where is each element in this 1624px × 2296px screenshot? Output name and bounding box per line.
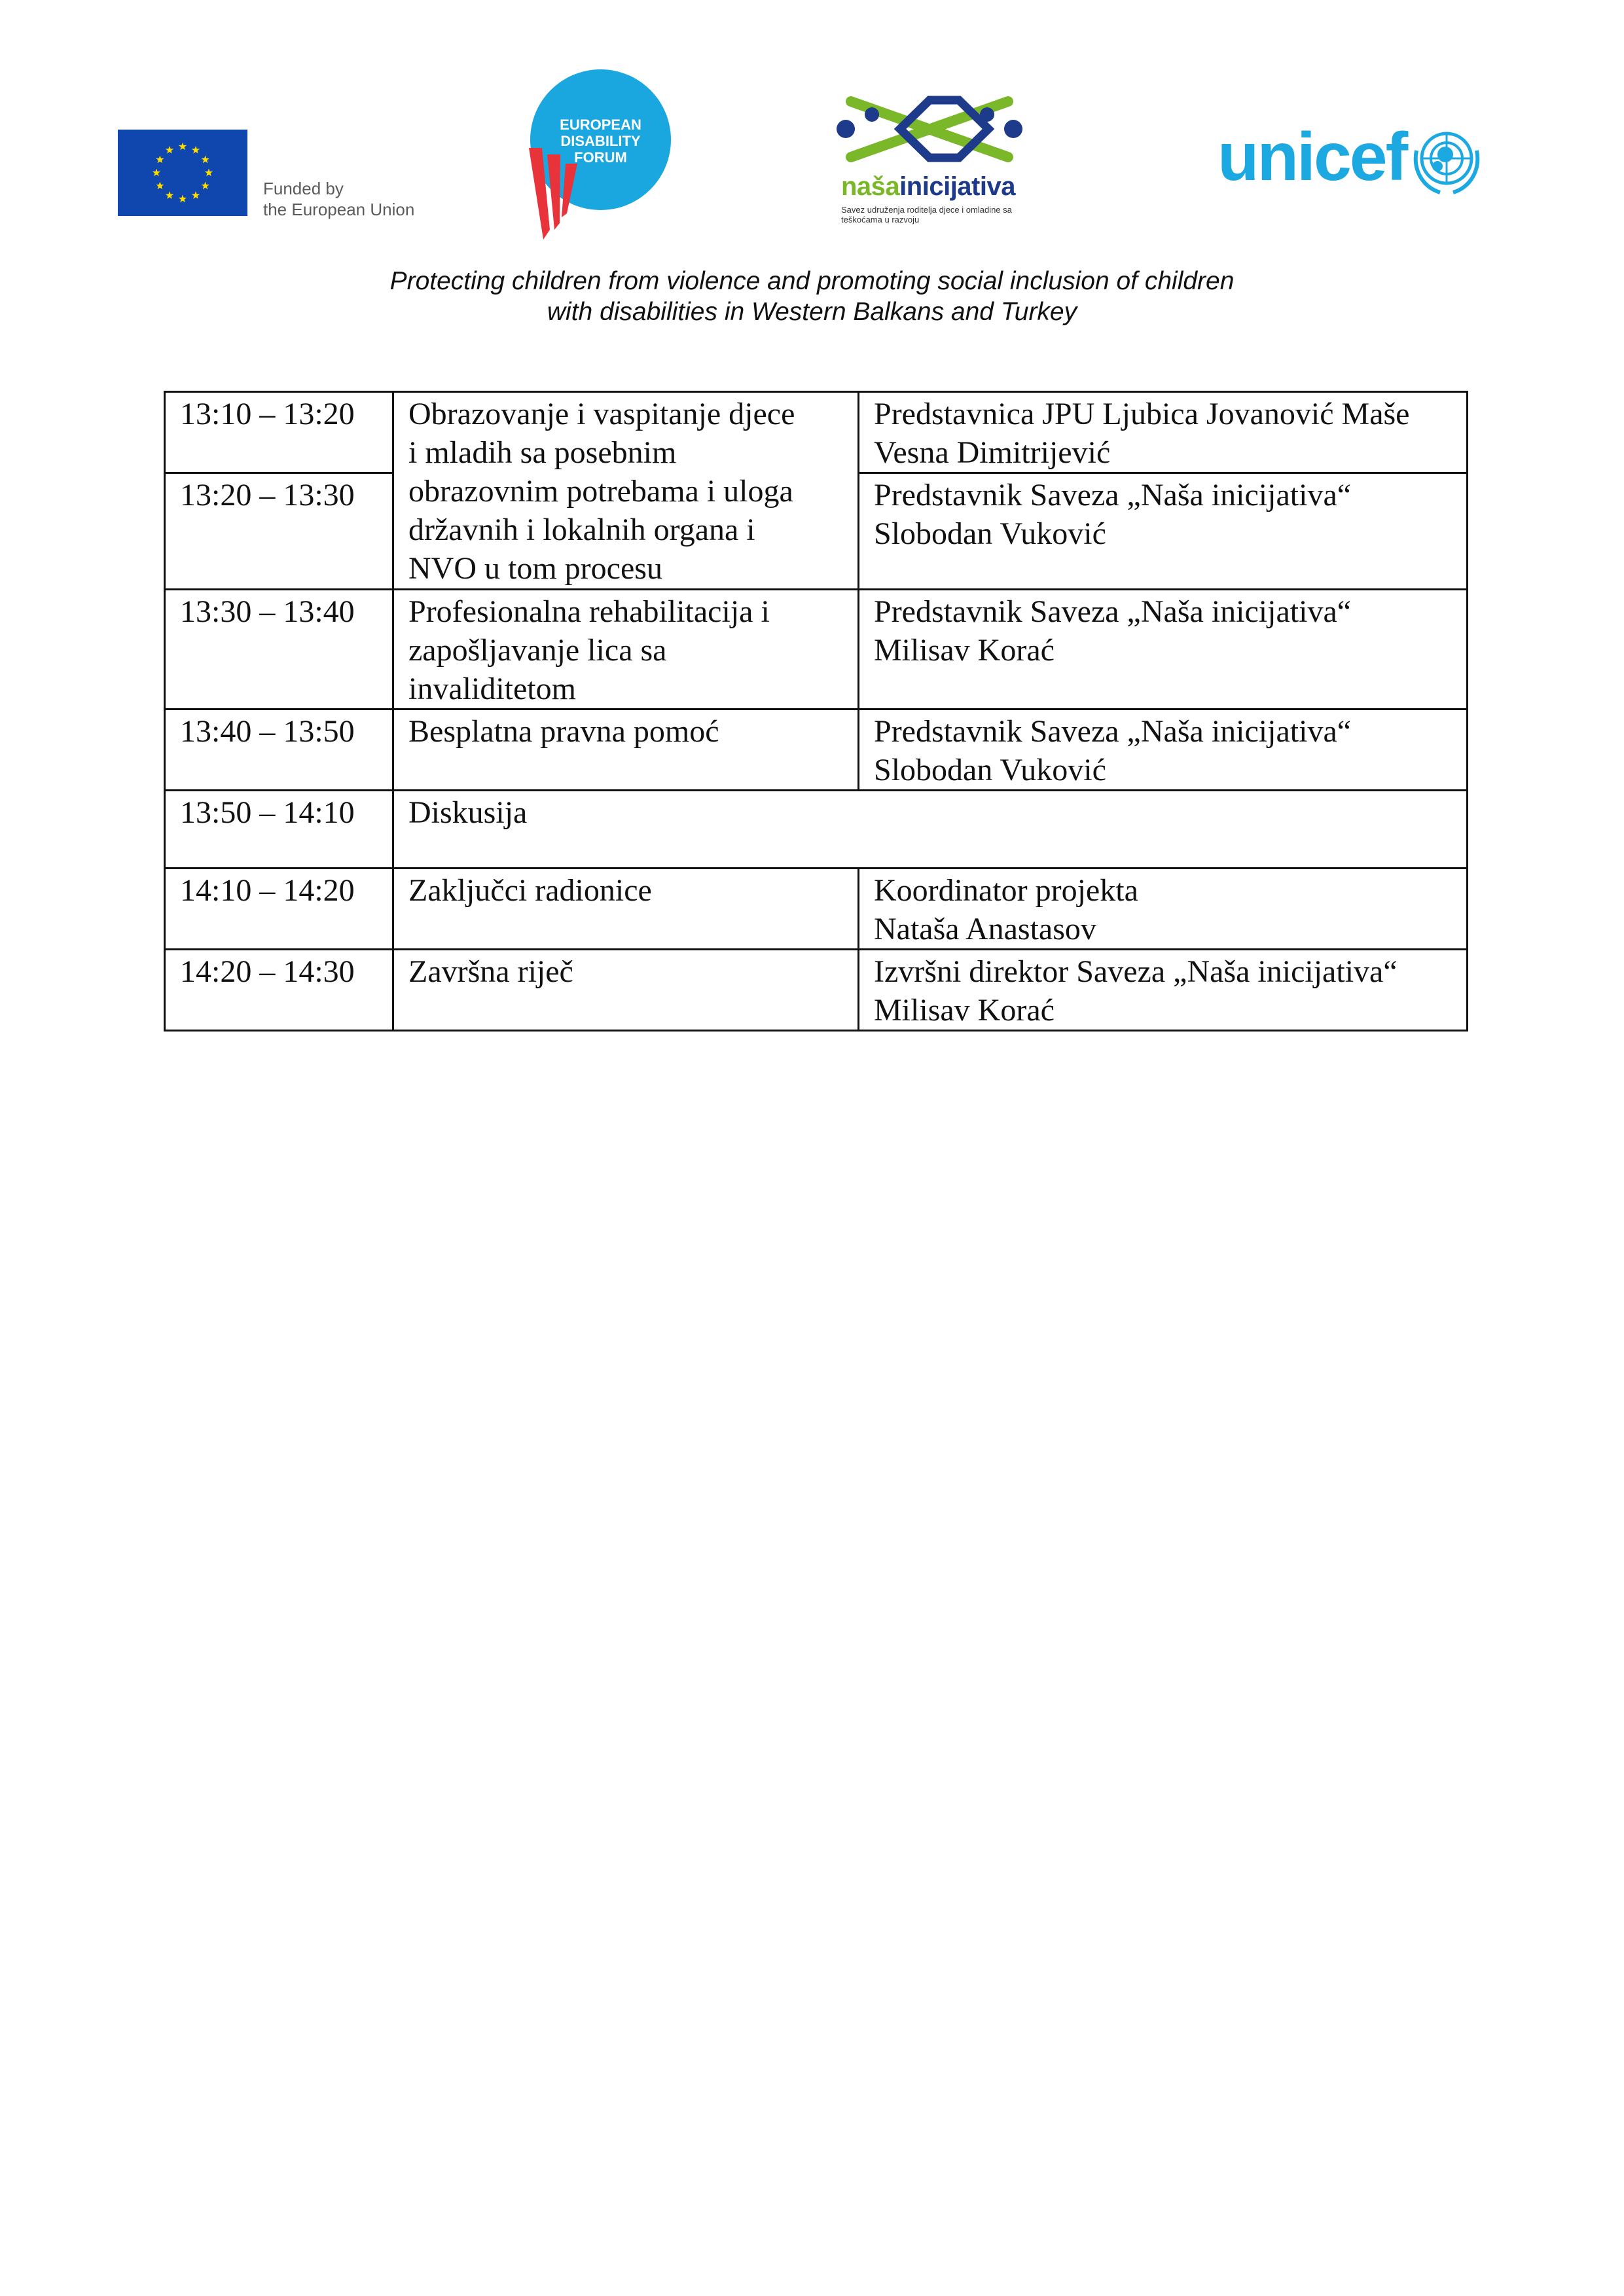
topic-cell: Zaključci radionice bbox=[393, 869, 859, 950]
time-cell: 13:10 – 13:20 bbox=[165, 392, 393, 473]
agenda-table bbox=[164, 391, 1468, 1031]
time-cell: 13:40 – 13:50 bbox=[165, 709, 393, 791]
speaker-cell: Predstavnica JPU Ljubica Jovanović Maše Vesna Dimitrijević bbox=[859, 392, 1468, 473]
unicef-logo bbox=[1218, 121, 1506, 200]
eu-flag-icon bbox=[118, 130, 247, 216]
unicef-wordmark: unicef bbox=[1218, 119, 1407, 195]
time-cell: 13:20 – 13:30 bbox=[165, 473, 393, 590]
speaker-cell: Predstavnik Saveza „Naša inicijativa“ Slobodan Vuković bbox=[859, 709, 1468, 791]
project-subtitle-line-1: Protecting children from violence and promoting social inclusion of children bbox=[389, 267, 1235, 295]
project-subtitle-line-2: with disabilities in Western Balkans and Turkey bbox=[547, 298, 1077, 326]
agenda-row bbox=[165, 869, 1468, 950]
time-cell: 14:10 – 14:20 bbox=[165, 869, 393, 950]
speaker-cell: Izvršni direktor Saveza „Naša inicijativa“ Milisav Korać bbox=[859, 950, 1468, 1031]
speaker-cell: Predstavnik Saveza „Naša inicijativa“ Slobodan Vuković bbox=[859, 473, 1468, 590]
unicef-emblem-icon bbox=[1407, 124, 1486, 196]
topic-cell: Završna riječ bbox=[393, 950, 859, 1031]
agenda-row bbox=[165, 590, 1468, 709]
funded-by-text: Funded by the European Union bbox=[263, 179, 415, 219]
agenda-row bbox=[165, 791, 1468, 869]
speaker-cell: Predstavnik Saveza „Naša inicijativa“ Milisav Korać bbox=[859, 590, 1468, 709]
agenda-row bbox=[165, 950, 1468, 1031]
topic-cell: Profesionalna rehabilitacija i zapošljavanje lica sa invaliditetom bbox=[393, 590, 859, 709]
time-cell: 13:30 – 13:40 bbox=[165, 590, 393, 709]
edf-text: EUROPEAN DISABILITY FORUM bbox=[560, 117, 641, 166]
agenda-row bbox=[165, 392, 1468, 473]
agenda-row bbox=[165, 709, 1468, 791]
nasa-emblem-icon bbox=[831, 95, 1028, 170]
speaker-cell: Koordinator projekta Nataša Anastasov bbox=[859, 869, 1468, 950]
topic-cell: Besplatna pravna pomoć bbox=[393, 709, 859, 791]
nasa-tagline: Savez udruženja roditelja djece i omladine sa teškoćama u razvoju bbox=[841, 205, 1012, 224]
topic-cell: Obrazovanje i vaspitanje djece i mladih sa posebnim obrazovnim potrebama i uloga državnih i lokalnih organa i NVO u tom procesu bbox=[393, 392, 859, 590]
topic-cell: Diskusija bbox=[393, 791, 1468, 869]
time-cell: 14:20 – 14:30 bbox=[165, 950, 393, 1031]
eu-funded-logo bbox=[118, 130, 425, 221]
european-disability-forum-logo bbox=[524, 69, 674, 240]
nasa-inicijativa-logo bbox=[831, 95, 1054, 226]
time-cell: 13:50 – 14:10 bbox=[165, 791, 393, 869]
nasa-wordmark: našainicijativa bbox=[841, 172, 1015, 201]
